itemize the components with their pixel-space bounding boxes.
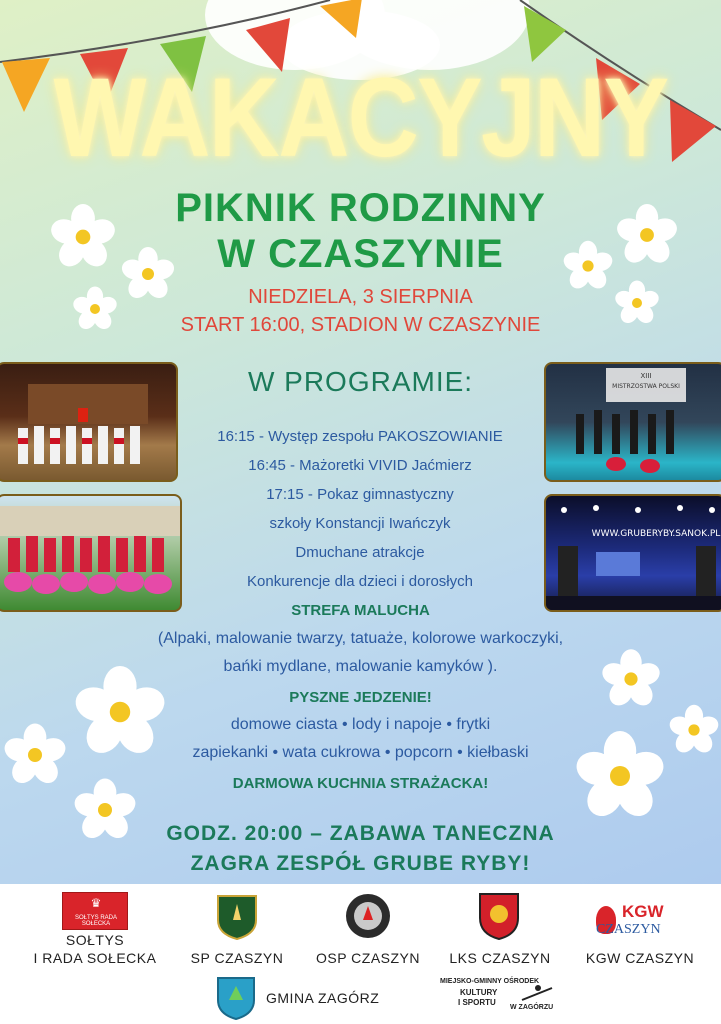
kgw-czaszyn-logo — [596, 902, 688, 942]
sponsors-footer — [0, 884, 721, 1024]
mgokis-logo-line3: I SPORTU — [458, 998, 496, 1007]
sponsor-lks-czaszyn: LKS CZASZYN — [449, 950, 551, 966]
sponsor-soltys-line1: SOŁTYS — [65, 932, 125, 948]
event-start: START 16:00, STADION W CZASZYNIE — [180, 314, 541, 336]
kids-zone-line2: bańki mydlane, malowanie kamyków ). — [223, 658, 498, 675]
skier-icon — [520, 982, 554, 1004]
program-list — [190, 422, 530, 596]
subtitle-line2: W CZASZYNIE — [217, 232, 504, 276]
program-heading: W PROGRAMIE: — [247, 366, 474, 397]
evening-line1: GODZ. 20:00 – ZABAWA TANECZNA — [166, 822, 555, 845]
sp-czaszyn-shield-icon — [216, 894, 258, 940]
gym-banner-text: MISTRZOSTWA POLSKI — [612, 383, 680, 390]
program-item: 17:15 - Pokaz gimnastyczny — [266, 486, 454, 503]
kids-zone-heading: STREFA MALUCHA — [291, 602, 430, 619]
sponsor-kgw-czaszyn: KGW CZASZYN — [585, 950, 695, 966]
daisy-icon — [612, 204, 682, 266]
sponsor-sp-czaszyn: SP CZASZYN — [190, 950, 284, 966]
subtitle-line1: PIKNIK RODZINNY — [175, 186, 546, 230]
daisy-icon — [46, 204, 120, 270]
program-item: Konkurencje dla dzieci i dorosłych — [247, 573, 473, 590]
photo-majorettes — [0, 494, 182, 612]
gmina-zagorz-crest-icon — [216, 976, 256, 1020]
soltys-logo-text: SOŁTYS RADA SOŁECKA — [74, 915, 117, 927]
daisy-icon — [612, 280, 662, 326]
gym-banner-number: XIII — [640, 372, 652, 380]
program-item: 16:45 - Mażoretki VIVID Jaćmierz — [248, 457, 472, 474]
kgw-logo-text: KGW — [622, 902, 664, 921]
sponsor-gmina-zagorz: GMINA ZAGÓRZ — [266, 990, 380, 1006]
kgw-logo-subtext: CZASZYN — [596, 922, 661, 937]
mgokis-logo — [440, 976, 570, 1020]
mgokis-logo-line2: KULTURY — [460, 988, 498, 997]
food-heading: PYSZNE JEDZENIE! — [289, 689, 432, 706]
osp-czaszyn-emblem-icon — [344, 892, 392, 940]
soltys-logo — [62, 892, 128, 930]
kids-zone-line1: (Alpaki, malowanie twarzy, tatuaże, kolorowe warkoczyki, — [157, 630, 564, 647]
sponsor-soltys-line2: I RADA SOŁECKA — [33, 950, 157, 966]
mgokis-logo-line4: W ZAGÓRZU — [510, 1004, 554, 1011]
lks-czaszyn-crest-icon — [476, 892, 522, 940]
program-item: 16:15 - Występ zespołu PAKOSZOWIANIE — [217, 428, 503, 445]
food-line2: zapiekanki • wata cukrowa • popcorn • kiełbaski — [192, 744, 529, 761]
program-item: Dmuchane atrakcje — [295, 544, 425, 561]
eagle-icon: ♛ — [90, 896, 102, 910]
daisy-icon — [118, 246, 178, 302]
free-kitchen: DARMOWA KUCHNIA STRAŻACKA! — [232, 775, 489, 792]
band-website-text: WWW.GRUBERYBY.SANOK.PL — [591, 529, 721, 539]
event-date: NIEDZIELA, 3 SIERPNIA — [248, 286, 473, 308]
main-title: WAKACYJNY — [53, 55, 668, 180]
sponsor-osp-czaszyn: OSP CZASZYN — [315, 950, 421, 966]
daisy-icon — [560, 240, 616, 292]
program-item: szkoły Konstancji Iwańczyk — [269, 515, 451, 532]
mgokis-logo-line1: MIEJSKO-GMINNY OŚRODEK — [440, 978, 540, 985]
evening-line2: ZAGRA ZESPÓŁ GRUBE RYBY! — [190, 852, 531, 875]
food-line1: domowe ciasta • lody i napoje • frytki — [230, 716, 491, 733]
daisy-icon — [70, 286, 120, 332]
photo-band-grube-ryby — [544, 494, 721, 612]
